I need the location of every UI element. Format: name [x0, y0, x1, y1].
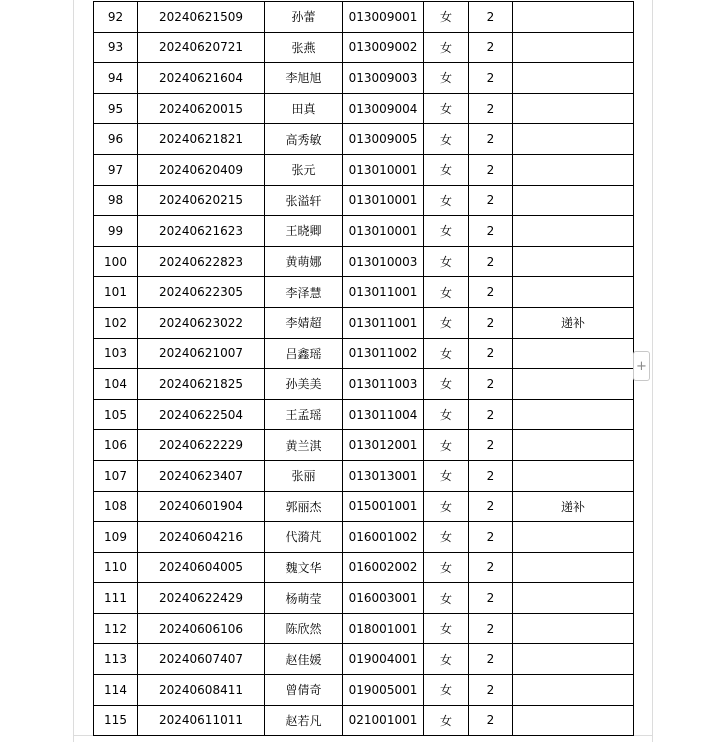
note-cell — [513, 644, 634, 675]
name-cell: 代漪芃 — [265, 522, 343, 553]
gender-cell: 女 — [424, 185, 469, 216]
count-cell: 2 — [469, 185, 513, 216]
name-cell: 赵佳媛 — [265, 644, 343, 675]
table-row — [94, 705, 634, 736]
row-number-cell: 113 — [94, 644, 138, 675]
table-body — [94, 2, 634, 736]
row-number-cell: 112 — [94, 613, 138, 644]
note-cell — [513, 399, 634, 430]
note-cell — [513, 583, 634, 614]
name-cell: 黄兰淇 — [265, 430, 343, 461]
exam-id-cell: 20240623407 — [138, 460, 265, 491]
row-number-cell: 97 — [94, 154, 138, 185]
note-cell — [513, 2, 634, 33]
gender-cell: 女 — [424, 277, 469, 308]
exam-id-cell: 20240622504 — [138, 399, 265, 430]
exam-id-cell: 20240601904 — [138, 491, 265, 522]
position-code-cell: 013010003 — [343, 246, 424, 277]
gender-cell: 女 — [424, 93, 469, 124]
note-cell — [513, 369, 634, 400]
count-cell: 2 — [469, 705, 513, 736]
exam-id-cell: 20240621825 — [138, 369, 265, 400]
position-code-cell: 021001001 — [343, 705, 424, 736]
gender-cell: 女 — [424, 216, 469, 247]
table-row — [94, 124, 634, 155]
position-code-cell: 019004001 — [343, 644, 424, 675]
name-cell: 杨萌莹 — [265, 583, 343, 614]
position-code-cell: 013009002 — [343, 32, 424, 63]
table-row — [94, 277, 634, 308]
note-cell: 递补 — [513, 307, 634, 338]
position-code-cell: 016001002 — [343, 522, 424, 553]
row-number-cell: 96 — [94, 124, 138, 155]
exam-id-cell: 20240621623 — [138, 216, 265, 247]
name-cell: 田真 — [265, 93, 343, 124]
exam-id-cell: 20240607407 — [138, 644, 265, 675]
row-number-cell: 99 — [94, 216, 138, 247]
count-cell: 2 — [469, 338, 513, 369]
position-code-cell: 016003001 — [343, 583, 424, 614]
table-row — [94, 613, 634, 644]
row-number-cell: 115 — [94, 705, 138, 736]
gender-cell: 女 — [424, 613, 469, 644]
table-row — [94, 2, 634, 33]
note-cell — [513, 216, 634, 247]
row-number-cell: 92 — [94, 2, 138, 33]
plus-icon: + — [636, 359, 647, 374]
table-row — [94, 246, 634, 277]
name-cell: 魏文华 — [265, 552, 343, 583]
note-cell — [513, 185, 634, 216]
count-cell: 2 — [469, 430, 513, 461]
note-cell — [513, 552, 634, 583]
position-code-cell: 015001001 — [343, 491, 424, 522]
gender-cell: 女 — [424, 32, 469, 63]
name-cell: 张丽 — [265, 460, 343, 491]
count-cell: 2 — [469, 154, 513, 185]
exam-id-cell: 20240620015 — [138, 93, 265, 124]
count-cell: 2 — [469, 460, 513, 491]
note-cell — [513, 522, 634, 553]
exam-id-cell: 20240620409 — [138, 154, 265, 185]
name-cell: 张溢轩 — [265, 185, 343, 216]
exam-id-cell: 20240611011 — [138, 705, 265, 736]
table-row — [94, 522, 634, 553]
exam-id-cell: 20240622823 — [138, 246, 265, 277]
row-number-cell: 95 — [94, 93, 138, 124]
name-cell: 王晓卿 — [265, 216, 343, 247]
position-code-cell: 013009004 — [343, 93, 424, 124]
exam-id-cell: 20240620215 — [138, 185, 265, 216]
exam-id-cell: 20240604216 — [138, 522, 265, 553]
gender-cell: 女 — [424, 124, 469, 155]
exam-id-cell: 20240604005 — [138, 552, 265, 583]
row-number-cell: 114 — [94, 675, 138, 706]
note-cell — [513, 613, 634, 644]
gender-cell: 女 — [424, 552, 469, 583]
gender-cell: 女 — [424, 644, 469, 675]
gender-cell: 女 — [424, 491, 469, 522]
name-cell: 孙美美 — [265, 369, 343, 400]
table-row — [94, 216, 634, 247]
note-cell — [513, 63, 634, 94]
table-row — [94, 369, 634, 400]
count-cell: 2 — [469, 246, 513, 277]
table-row — [94, 32, 634, 63]
position-code-cell: 018001001 — [343, 613, 424, 644]
note-cell — [513, 246, 634, 277]
name-cell: 曾倩奇 — [265, 675, 343, 706]
position-code-cell: 013011003 — [343, 369, 424, 400]
table-row — [94, 430, 634, 461]
note-cell — [513, 675, 634, 706]
count-cell: 2 — [469, 216, 513, 247]
candidate-table — [93, 1, 634, 736]
position-code-cell: 013011001 — [343, 307, 424, 338]
position-code-cell: 016002002 — [343, 552, 424, 583]
position-code-cell: 013011001 — [343, 277, 424, 308]
row-number-cell: 94 — [94, 63, 138, 94]
row-number-cell: 103 — [94, 338, 138, 369]
exam-id-cell: 20240621509 — [138, 2, 265, 33]
page-left-edge — [73, 0, 74, 742]
count-cell: 2 — [469, 2, 513, 33]
name-cell: 赵若凡 — [265, 705, 343, 736]
row-number-cell: 110 — [94, 552, 138, 583]
table-row — [94, 399, 634, 430]
position-code-cell: 013009003 — [343, 63, 424, 94]
position-code-cell: 013012001 — [343, 430, 424, 461]
position-code-cell: 019005001 — [343, 675, 424, 706]
count-cell: 2 — [469, 277, 513, 308]
table-row — [94, 185, 634, 216]
row-number-cell: 108 — [94, 491, 138, 522]
count-cell: 2 — [469, 369, 513, 400]
row-number-cell: 106 — [94, 430, 138, 461]
count-cell: 2 — [469, 93, 513, 124]
count-cell: 2 — [469, 63, 513, 94]
note-cell — [513, 124, 634, 155]
gender-cell: 女 — [424, 307, 469, 338]
exam-id-cell: 20240622229 — [138, 430, 265, 461]
gender-cell: 女 — [424, 369, 469, 400]
position-code-cell: 013011004 — [343, 399, 424, 430]
count-cell: 2 — [469, 552, 513, 583]
gender-cell: 女 — [424, 460, 469, 491]
gender-cell: 女 — [424, 246, 469, 277]
exam-id-cell: 20240620721 — [138, 32, 265, 63]
gender-cell: 女 — [424, 675, 469, 706]
row-number-cell: 93 — [94, 32, 138, 63]
exam-id-cell: 20240608411 — [138, 675, 265, 706]
row-number-cell: 102 — [94, 307, 138, 338]
exam-id-cell: 20240621821 — [138, 124, 265, 155]
name-cell: 吕鑫瑶 — [265, 338, 343, 369]
name-cell: 陈欣然 — [265, 613, 343, 644]
name-cell: 李婧超 — [265, 307, 343, 338]
name-cell: 李泽慧 — [265, 277, 343, 308]
table-row — [94, 552, 634, 583]
row-number-cell: 98 — [94, 185, 138, 216]
row-number-cell: 109 — [94, 522, 138, 553]
name-cell: 高秀敏 — [265, 124, 343, 155]
position-code-cell: 013009005 — [343, 124, 424, 155]
exam-id-cell: 20240621007 — [138, 338, 265, 369]
table-row — [94, 154, 634, 185]
count-cell: 2 — [469, 644, 513, 675]
position-code-cell: 013010001 — [343, 154, 424, 185]
row-number-cell: 111 — [94, 583, 138, 614]
gender-cell: 女 — [424, 705, 469, 736]
exam-id-cell: 20240621604 — [138, 63, 265, 94]
row-number-cell: 104 — [94, 369, 138, 400]
gender-cell: 女 — [424, 399, 469, 430]
note-cell — [513, 430, 634, 461]
row-number-cell: 107 — [94, 460, 138, 491]
position-code-cell: 013010001 — [343, 216, 424, 247]
gender-cell: 女 — [424, 522, 469, 553]
note-cell — [513, 338, 634, 369]
note-cell — [513, 32, 634, 63]
name-cell: 张元 — [265, 154, 343, 185]
name-cell: 张燕 — [265, 32, 343, 63]
position-code-cell: 013013001 — [343, 460, 424, 491]
gender-cell: 女 — [424, 338, 469, 369]
name-cell: 王孟瑶 — [265, 399, 343, 430]
count-cell: 2 — [469, 32, 513, 63]
table-row — [94, 644, 634, 675]
table-row — [94, 338, 634, 369]
count-cell: 2 — [469, 583, 513, 614]
position-code-cell: 013010001 — [343, 185, 424, 216]
table-row — [94, 491, 634, 522]
note-cell — [513, 705, 634, 736]
gender-cell: 女 — [424, 583, 469, 614]
name-cell: 李旭旭 — [265, 63, 343, 94]
table-row — [94, 93, 634, 124]
exam-id-cell: 20240622429 — [138, 583, 265, 614]
row-number-cell: 105 — [94, 399, 138, 430]
exam-id-cell: 20240623022 — [138, 307, 265, 338]
exam-id-cell: 20240622305 — [138, 277, 265, 308]
note-cell — [513, 154, 634, 185]
gender-cell: 女 — [424, 2, 469, 33]
table-row — [94, 460, 634, 491]
page-right-edge — [652, 0, 653, 742]
name-cell: 孙蕾 — [265, 2, 343, 33]
count-cell: 2 — [469, 307, 513, 338]
row-number-cell: 101 — [94, 277, 138, 308]
name-cell: 黄萌娜 — [265, 246, 343, 277]
name-cell: 郭丽杰 — [265, 491, 343, 522]
table-row — [94, 675, 634, 706]
exam-id-cell: 20240606106 — [138, 613, 265, 644]
count-cell: 2 — [469, 491, 513, 522]
gender-cell: 女 — [424, 63, 469, 94]
table-row — [94, 583, 634, 614]
position-code-cell: 013009001 — [343, 2, 424, 33]
count-cell: 2 — [469, 613, 513, 644]
position-code-cell: 013011002 — [343, 338, 424, 369]
note-cell — [513, 93, 634, 124]
add-row-button[interactable] — [633, 351, 650, 381]
count-cell: 2 — [469, 399, 513, 430]
note-cell — [513, 460, 634, 491]
gender-cell: 女 — [424, 154, 469, 185]
note-cell — [513, 277, 634, 308]
count-cell: 2 — [469, 522, 513, 553]
table-row — [94, 63, 634, 94]
row-number-cell: 100 — [94, 246, 138, 277]
table-row — [94, 307, 634, 338]
gender-cell: 女 — [424, 430, 469, 461]
count-cell: 2 — [469, 675, 513, 706]
count-cell: 2 — [469, 124, 513, 155]
note-cell: 递补 — [513, 491, 634, 522]
